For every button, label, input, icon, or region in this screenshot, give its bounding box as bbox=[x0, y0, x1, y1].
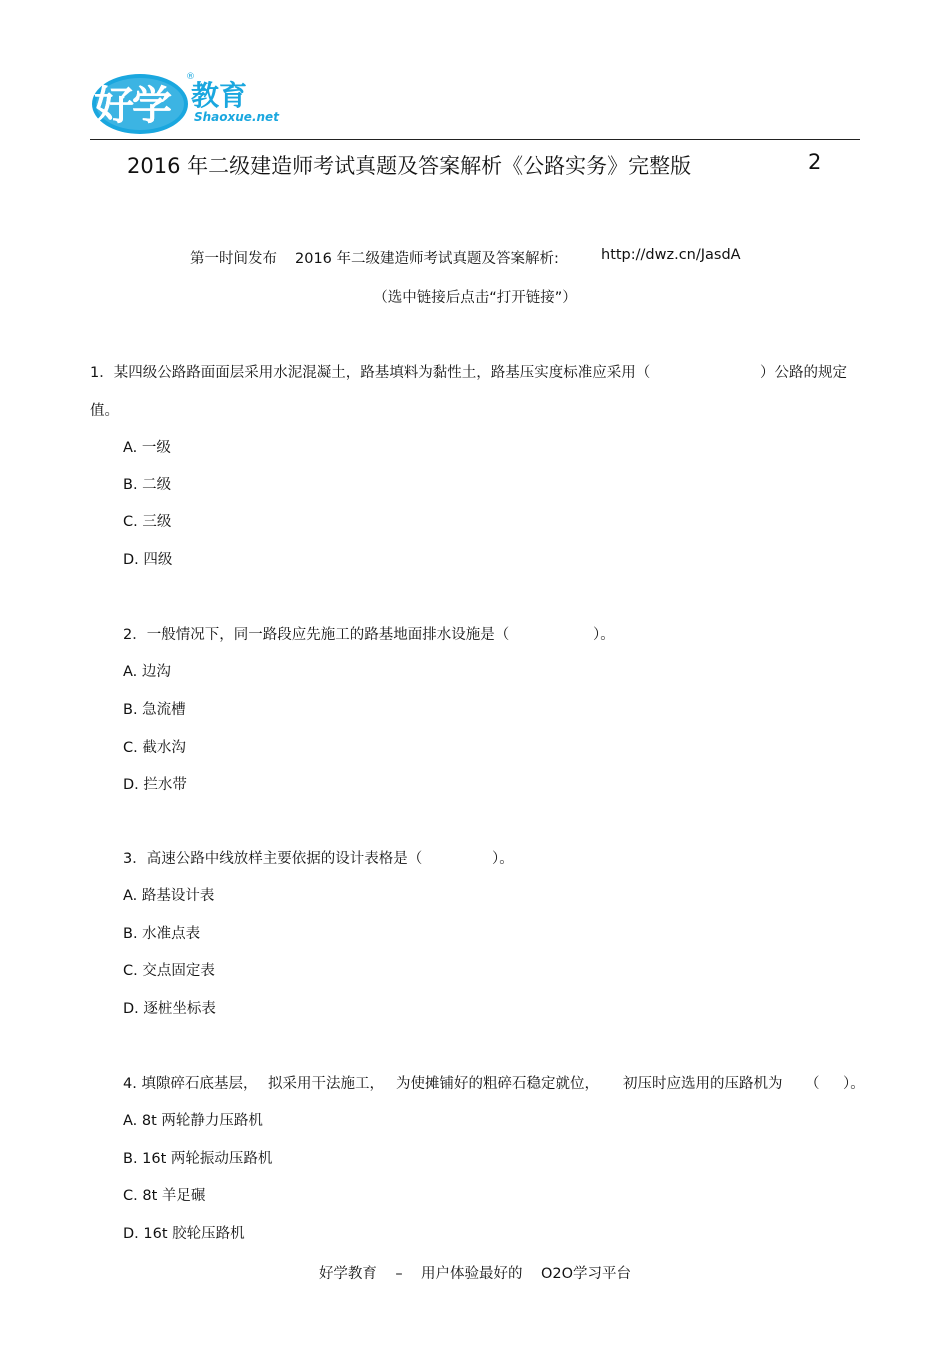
option-d: D. 拦水带 bbox=[123, 777, 187, 793]
question-stem: 1．某四级公路路面面层采用水泥混凝土，路基填料为黏性土，路基压实度标准应采用（ bbox=[90, 365, 651, 381]
intro-instruction: （选中链接后点击“打开链接”） bbox=[373, 290, 577, 306]
option-d: D. 四级 bbox=[123, 552, 173, 568]
intro-middle: 2016 年二级建造师考试真题及答案解析: bbox=[295, 251, 559, 267]
option-a: A. 一级 bbox=[123, 440, 171, 456]
page-footer: 好学教育 – 用户体验最好的 O2O学习平台 bbox=[318, 1266, 632, 1282]
option-c: C. 三级 bbox=[123, 514, 172, 530]
question-stem-part-2: 拟采用干法施工， bbox=[268, 1076, 384, 1092]
logo-english-text: Shaoxue.net bbox=[194, 110, 279, 124]
question-stem: 3．高速公路中线放样主要依据的设计表格是（ bbox=[123, 851, 423, 867]
option-c: C. 截水沟 bbox=[123, 740, 186, 756]
option-b: B. 急流槽 bbox=[123, 702, 186, 718]
header-divider bbox=[90, 139, 860, 140]
option-b: B. 二级 bbox=[123, 477, 172, 493]
option-d: D. 16t 胶轮压路机 bbox=[123, 1226, 245, 1242]
question-stem-part-3: 为使摊铺好的粗碎石稳定就位， bbox=[396, 1076, 599, 1092]
option-c: C. 8t 羊足碾 bbox=[123, 1188, 206, 1204]
option-a: A. 8t 两轮静力压路机 bbox=[123, 1113, 263, 1129]
intro-prefix: 第一时间发布 bbox=[190, 251, 277, 267]
option-c: C. 交点固定表 bbox=[123, 963, 215, 979]
question-stem-end: ）公路的规定 bbox=[760, 365, 847, 381]
question-stem-part-4: 初压时应选用的压路机为 bbox=[623, 1076, 783, 1092]
question-stem-end: ）。 bbox=[593, 627, 615, 643]
option-a: A. 边沟 bbox=[123, 664, 171, 680]
option-b: B. 水准点表 bbox=[123, 926, 201, 942]
logo-main-text: 好学 bbox=[94, 83, 170, 129]
document-title: 2016 年二级建造师考试真题及答案解析《公路实务》完整版 bbox=[127, 154, 692, 178]
option-a: A. 路基设计表 bbox=[123, 888, 215, 904]
option-d: D. 逐桩坐标表 bbox=[123, 1001, 216, 1017]
question-stem-part-1: 4. 填隙碎石底基层， bbox=[123, 1076, 258, 1092]
logo-registered-mark: ® bbox=[186, 72, 195, 82]
question-stem-part-6: ）。 bbox=[843, 1076, 865, 1092]
question-stem-continued: 值。 bbox=[90, 403, 119, 419]
intro-link[interactable]: http://dwz.cn/JasdA bbox=[601, 247, 741, 263]
logo bbox=[90, 72, 280, 136]
question-stem-end: ）。 bbox=[492, 851, 514, 867]
option-b: B. 16t 两轮振动压路机 bbox=[123, 1151, 273, 1167]
logo-sub-text: 教育 bbox=[191, 79, 248, 112]
page-number: 2 bbox=[808, 150, 822, 174]
question-stem-part-5: （ bbox=[805, 1076, 820, 1092]
question-stem: 2．一般情况下，同一路段应先施工的路基地面排水设施是（ bbox=[123, 627, 510, 643]
